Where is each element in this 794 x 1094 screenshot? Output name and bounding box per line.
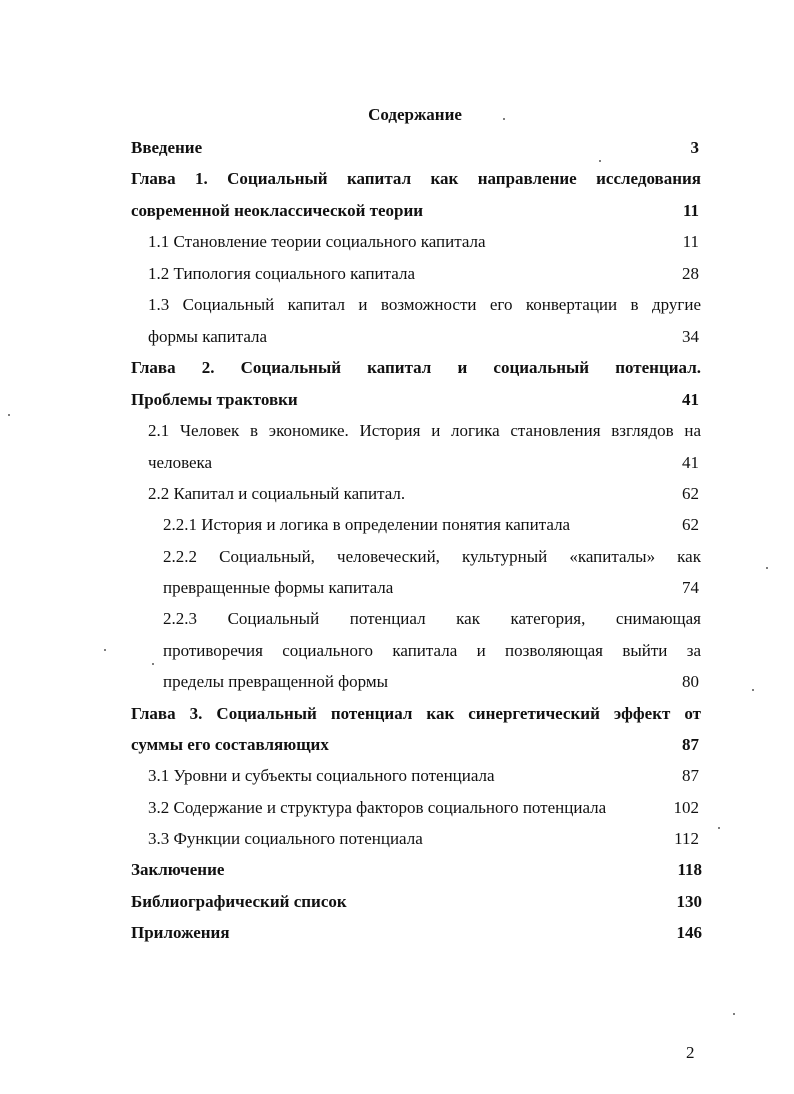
scan-speck (503, 118, 505, 120)
toc-s2-2-3-line3: пределы превращенной формы (163, 672, 389, 691)
toc-ch3-line2: суммы его составляющих (131, 735, 329, 754)
toc-s2-2-3-page: 80 (682, 672, 699, 691)
scan-speck (733, 1013, 735, 1015)
scan-speck (718, 827, 720, 829)
toc-s3-3-label: 3.3 Функции социального потенциала (148, 829, 423, 848)
toc-s3-2-page: 102 (673, 798, 699, 817)
toc-s3-1-page: 87 (682, 766, 699, 785)
scan-speck (766, 567, 768, 569)
toc-s3-1-label: 3.1 Уровни и субъекты социального потенциала (148, 766, 495, 785)
toc-s2-2-3-line1: 2.2.3 Социальный потенциал как категория, снимающая (163, 609, 701, 628)
toc-ch1-line1: Глава 1. Социальный капитал как направление исследования (131, 169, 701, 188)
scan-speck (752, 689, 754, 691)
toc-s3-2-label: 3.2 Содержание и структура факторов социального потенциала (148, 798, 607, 817)
toc-bibliography-page: 130 (676, 892, 702, 911)
toc-s2-2-2-page: 74 (682, 578, 699, 597)
toc-ch2-line2: Проблемы трактовки (131, 390, 298, 409)
toc-s2-2-1-page: 62 (682, 515, 699, 534)
toc-conclusion-page: 118 (677, 860, 702, 879)
toc-s1-3-line2: формы капитала (148, 327, 268, 346)
toc-intro-page: 3 (690, 138, 699, 157)
toc-s2-1-page: 41 (682, 453, 699, 472)
toc-ch1-page: 11 (682, 201, 699, 220)
scan-speck (8, 414, 10, 416)
toc-appendices-page: 146 (676, 923, 702, 942)
toc-s2-2-2-line1: 2.2.2 Социальный, человеческий, культурный «капиталы» как (163, 547, 701, 566)
toc-s2-2-3-line2: противоречия социального капитала и позволяющая выйти за (163, 641, 701, 660)
scan-speck (599, 160, 601, 162)
toc-conclusion-label: Заключение (131, 860, 225, 879)
toc-s1-1-page: 11 (682, 232, 699, 251)
toc-s3-3-page: 112 (674, 829, 699, 848)
toc-title: Содержание (368, 105, 462, 124)
toc-s2-2-1-label: 2.2.1 История и логика в определении понятия капитала (163, 515, 571, 534)
toc-appendices-label: Приложения (131, 923, 230, 942)
toc-s2-2-label: 2.2 Капитал и социальный капитал. (148, 484, 406, 503)
toc-s2-2-page: 62 (682, 484, 699, 503)
toc-s2-1-line1: 2.1 Человек в экономике. История и логика становления взглядов на (148, 421, 701, 440)
toc-intro-label: Введение (131, 138, 203, 157)
page-number: 2 (686, 1043, 695, 1062)
toc-s1-3-page: 34 (682, 327, 699, 346)
toc-ch3-line1: Глава 3. Социальный потенциал как синергетический эффект от (131, 704, 701, 723)
toc-s1-2-label: 1.2 Типология социального капитала (148, 264, 416, 283)
toc-ch3-page: 87 (682, 735, 699, 754)
toc-s1-1-label: 1.1 Становление теории социального капитала (148, 232, 486, 251)
toc-s1-3-line1: 1.3 Социальный капитал и возможности его конвертации в другие (148, 295, 701, 314)
toc-s2-2-2-line2: превращенные формы капитала (163, 578, 394, 597)
scan-speck (152, 663, 154, 665)
toc-ch2-line1: Глава 2. Социальный капитал и социальный потенциал. (131, 358, 701, 377)
scan-speck (104, 649, 106, 651)
toc-bibliography-label: Библиографический список (131, 892, 347, 911)
toc-s2-1-line2: человека (148, 453, 213, 472)
toc-s1-2-page: 28 (682, 264, 699, 283)
toc-ch1-line2: современной неоклассической теории (131, 201, 424, 220)
toc-ch2-page: 41 (682, 390, 699, 409)
